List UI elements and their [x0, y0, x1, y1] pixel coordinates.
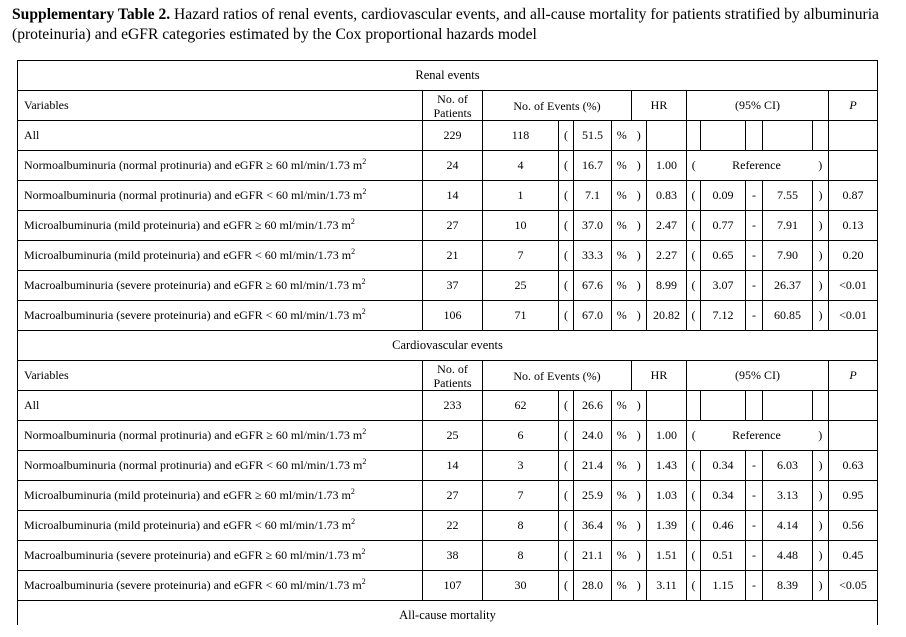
ci-open-paren: (	[687, 541, 701, 571]
ci-close-paren: )	[813, 421, 829, 451]
variable-label	[18, 121, 423, 151]
ci-lower: 1.15	[701, 571, 746, 601]
section-title: Renal events	[18, 61, 878, 91]
events-cell: 3	[483, 451, 559, 481]
percent-sign: %	[612, 451, 632, 481]
superscript: 2	[350, 487, 355, 496]
header-variables: Variables	[18, 361, 423, 391]
close-paren: )	[632, 211, 647, 241]
empty-cell	[763, 121, 813, 151]
hr-cell: 2.47	[647, 211, 687, 241]
header-p: P	[829, 361, 878, 391]
table-row	[18, 241, 878, 271]
variable-text: Normoalbuminuria (normal protinuria) and eGFR ≥ 60 ml/min/1.73 m	[24, 158, 363, 172]
percent-value: 25.9	[574, 481, 612, 511]
variable-label	[18, 391, 423, 421]
percent-value: 67.6	[574, 271, 612, 301]
empty-cell	[813, 391, 829, 421]
close-paren: )	[632, 571, 647, 601]
ci-lower: 3.07	[701, 271, 746, 301]
superscript: 2	[361, 277, 366, 286]
table-row	[18, 271, 878, 301]
table-row	[18, 121, 878, 151]
table-row	[18, 481, 878, 511]
header-p: P	[829, 91, 878, 121]
ci-open-paren: (	[687, 571, 701, 601]
variable-label	[18, 571, 423, 601]
patients-cell: 106	[423, 301, 483, 331]
ci-close-paren: )	[813, 481, 829, 511]
percent-value: 24.0	[574, 421, 612, 451]
hr-cell	[647, 121, 687, 151]
percent-sign: %	[612, 391, 632, 421]
table-row	[18, 541, 878, 571]
reference-label: Reference	[701, 421, 813, 451]
table-row	[18, 511, 878, 541]
table-row	[18, 151, 878, 181]
superscript: 2	[362, 457, 367, 466]
hazard-ratio-table	[17, 60, 878, 625]
open-paren: (	[559, 121, 574, 151]
close-paren: )	[632, 481, 647, 511]
ci-close-paren: )	[813, 511, 829, 541]
ci-lower: 0.51	[701, 541, 746, 571]
patients-cell: 37	[423, 271, 483, 301]
ci-close-paren: )	[813, 181, 829, 211]
open-paren: (	[559, 541, 574, 571]
patients-cell: 21	[423, 241, 483, 271]
header-ci: (95% CI)	[687, 91, 829, 121]
ci-dash: -	[746, 211, 763, 241]
ci-close-paren: )	[813, 151, 829, 181]
ci-close-paren: )	[813, 571, 829, 601]
p-value-cell: <0.05	[829, 571, 878, 601]
hr-cell: 20.82	[647, 301, 687, 331]
table-row	[18, 451, 878, 481]
patients-cell: 38	[423, 541, 483, 571]
close-paren: )	[632, 451, 647, 481]
percent-value: 7.1	[574, 181, 612, 211]
variable-text: Microalbuminuria (mild proteinuria) and eGFR ≥ 60 ml/min/1.73 m	[24, 488, 351, 502]
ci-lower: 0.65	[701, 241, 746, 271]
open-paren: (	[559, 181, 574, 211]
hr-cell: 0.83	[647, 181, 687, 211]
ci-open-paren: (	[687, 271, 701, 301]
ci-open-paren: (	[687, 481, 701, 511]
empty-cell	[701, 121, 746, 151]
hr-cell: 1.03	[647, 481, 687, 511]
events-cell: 8	[483, 541, 559, 571]
header-row	[18, 361, 878, 391]
superscript: 2	[362, 157, 367, 166]
table-body	[18, 61, 878, 626]
variable-label	[18, 151, 423, 181]
ci-close-paren: )	[813, 451, 829, 481]
percent-sign: %	[612, 301, 632, 331]
percent-value: 36.4	[574, 511, 612, 541]
variable-text: Macroalbuminuria (severe proteinuria) and eGFR ≥ 60 ml/min/1.73 m	[24, 278, 362, 292]
percent-sign: %	[612, 151, 632, 181]
events-cell: 1	[483, 181, 559, 211]
percent-sign: %	[612, 241, 632, 271]
close-paren: )	[632, 241, 647, 271]
percent-value: 28.0	[574, 571, 612, 601]
ci-upper: 7.55	[763, 181, 813, 211]
superscript: 2	[350, 217, 355, 226]
percent-value: 37.0	[574, 211, 612, 241]
hr-cell: 1.51	[647, 541, 687, 571]
close-paren: )	[632, 181, 647, 211]
patients-cell: 229	[423, 121, 483, 151]
events-cell: 4	[483, 151, 559, 181]
ci-dash: -	[746, 181, 763, 211]
hr-cell: 1.43	[647, 451, 687, 481]
ci-close-paren: )	[813, 301, 829, 331]
header-ci: (95% CI)	[687, 361, 829, 391]
ci-lower: 0.34	[701, 451, 746, 481]
p-value-cell	[829, 421, 878, 451]
variable-text: All	[24, 128, 40, 142]
ci-dash: -	[746, 511, 763, 541]
variable-text: Microalbuminuria (mild proteinuria) and eGFR ≥ 60 ml/min/1.73 m	[24, 218, 351, 232]
hr-cell: 1.00	[647, 151, 687, 181]
p-value-cell: 0.63	[829, 451, 878, 481]
percent-value: 67.0	[574, 301, 612, 331]
variable-label	[18, 481, 423, 511]
ci-dash: -	[746, 301, 763, 331]
variable-label	[18, 421, 423, 451]
variable-text: Normoalbuminuria (normal protinuria) and eGFR ≥ 60 ml/min/1.73 m	[24, 428, 363, 442]
percent-value: 21.4	[574, 451, 612, 481]
hr-cell: 8.99	[647, 271, 687, 301]
hr-cell: 3.11	[647, 571, 687, 601]
ci-upper: 7.90	[763, 241, 813, 271]
close-paren: )	[632, 301, 647, 331]
open-paren: (	[559, 211, 574, 241]
table-row	[18, 391, 878, 421]
empty-cell	[813, 121, 829, 151]
open-paren: (	[559, 451, 574, 481]
events-cell: 30	[483, 571, 559, 601]
section-title-row	[18, 61, 878, 91]
p-value-cell: 0.13	[829, 211, 878, 241]
superscript: 2	[361, 547, 366, 556]
ci-dash: -	[746, 571, 763, 601]
superscript: 2	[362, 187, 367, 196]
caption-label: Supplementary Table 2.	[12, 6, 171, 23]
open-paren: (	[559, 391, 574, 421]
ci-upper: 3.13	[763, 481, 813, 511]
patients-cell: 107	[423, 571, 483, 601]
percent-sign: %	[612, 421, 632, 451]
open-paren: (	[559, 421, 574, 451]
open-paren: (	[559, 571, 574, 601]
p-value-cell: 0.20	[829, 241, 878, 271]
percent-sign: %	[612, 181, 632, 211]
percent-sign: %	[612, 541, 632, 571]
percent-value: 16.7	[574, 151, 612, 181]
variable-text: Macroalbuminuria (severe proteinuria) and eGFR < 60 ml/min/1.73 m	[24, 308, 362, 322]
percent-value: 51.5	[574, 121, 612, 151]
p-value-cell	[829, 121, 878, 151]
percent-value: 26.6	[574, 391, 612, 421]
header-hr: HR	[632, 91, 687, 121]
ci-upper: 6.03	[763, 451, 813, 481]
p-value-cell: <0.01	[829, 301, 878, 331]
p-value-cell: <0.01	[829, 271, 878, 301]
variable-text: All	[24, 398, 40, 412]
ci-lower: 0.09	[701, 181, 746, 211]
ci-lower: 0.77	[701, 211, 746, 241]
percent-sign: %	[612, 271, 632, 301]
variable-label	[18, 211, 423, 241]
ci-close-paren: )	[813, 541, 829, 571]
patients-cell: 14	[423, 181, 483, 211]
section-title-row	[18, 601, 878, 626]
percent-sign: %	[612, 121, 632, 151]
superscript: 2	[362, 427, 367, 436]
table-row	[18, 211, 878, 241]
superscript: 2	[351, 517, 356, 526]
header-variables: Variables	[18, 91, 423, 121]
open-paren: (	[559, 241, 574, 271]
close-paren: )	[632, 151, 647, 181]
ci-open-paren: (	[687, 181, 701, 211]
ci-dash: -	[746, 241, 763, 271]
close-paren: )	[632, 421, 647, 451]
ci-upper: 8.39	[763, 571, 813, 601]
p-value-cell: 0.45	[829, 541, 878, 571]
empty-cell	[746, 121, 763, 151]
open-paren: (	[559, 481, 574, 511]
header-events: No. of Events (%)	[483, 361, 632, 391]
open-paren: (	[559, 301, 574, 331]
ci-lower: 0.46	[701, 511, 746, 541]
close-paren: )	[632, 541, 647, 571]
ci-open-paren: (	[687, 451, 701, 481]
ci-dash: -	[746, 541, 763, 571]
ci-upper: 60.85	[763, 301, 813, 331]
variable-label	[18, 541, 423, 571]
events-cell: 71	[483, 301, 559, 331]
variable-label	[18, 181, 423, 211]
ci-dash: -	[746, 481, 763, 511]
variable-label	[18, 271, 423, 301]
ci-upper: 4.48	[763, 541, 813, 571]
p-value-cell	[829, 391, 878, 421]
section-title: Cardiovascular events	[18, 331, 878, 361]
patients-cell: 24	[423, 151, 483, 181]
patients-cell: 22	[423, 511, 483, 541]
ci-dash: -	[746, 271, 763, 301]
close-paren: )	[632, 121, 647, 151]
header-events: No. of Events (%)	[483, 91, 632, 121]
events-cell: 8	[483, 511, 559, 541]
patients-cell: 233	[423, 391, 483, 421]
events-cell: 62	[483, 391, 559, 421]
p-value-cell: 0.95	[829, 481, 878, 511]
header-hr: HR	[632, 361, 687, 391]
p-value-cell: 0.87	[829, 181, 878, 211]
variable-label	[18, 301, 423, 331]
section-title: All-cause mortality	[18, 601, 878, 626]
header-patients: No. of Patients	[423, 361, 483, 391]
patients-cell: 14	[423, 451, 483, 481]
percent-sign: %	[612, 571, 632, 601]
variable-label	[18, 241, 423, 271]
events-cell: 6	[483, 421, 559, 451]
section-title-row	[18, 331, 878, 361]
ci-open-paren: (	[687, 151, 701, 181]
percent-value: 21.1	[574, 541, 612, 571]
table-row	[18, 571, 878, 601]
percent-sign: %	[612, 211, 632, 241]
percent-sign: %	[612, 511, 632, 541]
variable-label	[18, 511, 423, 541]
variable-text: Microalbuminuria (mild proteinuria) and eGFR < 60 ml/min/1.73 m	[24, 518, 352, 532]
ci-close-paren: )	[813, 211, 829, 241]
table-row	[18, 421, 878, 451]
percent-value: 33.3	[574, 241, 612, 271]
events-cell: 7	[483, 481, 559, 511]
hr-cell: 2.27	[647, 241, 687, 271]
header-patients: No. of Patients	[423, 91, 483, 121]
ci-open-paren: (	[687, 301, 701, 331]
variable-text: Macroalbuminuria (severe proteinuria) and eGFR ≥ 60 ml/min/1.73 m	[24, 548, 362, 562]
superscript: 2	[351, 247, 356, 256]
ci-upper: 4.14	[763, 511, 813, 541]
ci-lower: 7.12	[701, 301, 746, 331]
superscript: 2	[361, 577, 366, 586]
hr-cell: 1.00	[647, 421, 687, 451]
events-cell: 118	[483, 121, 559, 151]
ci-lower: 0.34	[701, 481, 746, 511]
ci-close-paren: )	[813, 271, 829, 301]
empty-cell	[687, 121, 701, 151]
empty-cell	[687, 391, 701, 421]
patients-cell: 27	[423, 211, 483, 241]
ci-open-paren: (	[687, 511, 701, 541]
empty-cell	[763, 391, 813, 421]
patients-cell: 25	[423, 421, 483, 451]
open-paren: (	[559, 151, 574, 181]
table-row	[18, 181, 878, 211]
header-row	[18, 91, 878, 121]
events-cell: 7	[483, 241, 559, 271]
variable-text: Normoalbuminuria (normal protinuria) and eGFR < 60 ml/min/1.73 m	[24, 188, 363, 202]
ci-open-paren: (	[687, 241, 701, 271]
open-paren: (	[559, 271, 574, 301]
variable-text: Microalbuminuria (mild proteinuria) and eGFR < 60 ml/min/1.73 m	[24, 248, 352, 262]
reference-label: Reference	[701, 151, 813, 181]
events-cell: 10	[483, 211, 559, 241]
ci-upper: 7.91	[763, 211, 813, 241]
ci-open-paren: (	[687, 421, 701, 451]
open-paren: (	[559, 511, 574, 541]
events-cell: 25	[483, 271, 559, 301]
p-value-cell	[829, 151, 878, 181]
table-row	[18, 301, 878, 331]
percent-sign: %	[612, 481, 632, 511]
hr-cell: 1.39	[647, 511, 687, 541]
variable-text: Normoalbuminuria (normal protinuria) and eGFR < 60 ml/min/1.73 m	[24, 458, 363, 472]
variable-text: Macroalbuminuria (severe proteinuria) and eGFR < 60 ml/min/1.73 m	[24, 578, 362, 592]
superscript: 2	[361, 307, 366, 316]
p-value-cell: 0.56	[829, 511, 878, 541]
hr-cell	[647, 391, 687, 421]
ci-dash: -	[746, 451, 763, 481]
ci-open-paren: (	[687, 211, 701, 241]
variable-label	[18, 451, 423, 481]
close-paren: )	[632, 271, 647, 301]
caption-text: Hazard ratios of renal events, cardiovascular events, and all-cause mortality for patients stratified by albuminuria (proteinuria) and eGFR categories estimated by the Cox proportional hazards model	[12, 6, 879, 43]
ci-upper: 26.37	[763, 271, 813, 301]
close-paren: )	[632, 511, 647, 541]
table-caption	[12, 5, 900, 45]
ci-close-paren: )	[813, 241, 829, 271]
empty-cell	[701, 391, 746, 421]
empty-cell	[746, 391, 763, 421]
close-paren: )	[632, 391, 647, 421]
patients-cell: 27	[423, 481, 483, 511]
